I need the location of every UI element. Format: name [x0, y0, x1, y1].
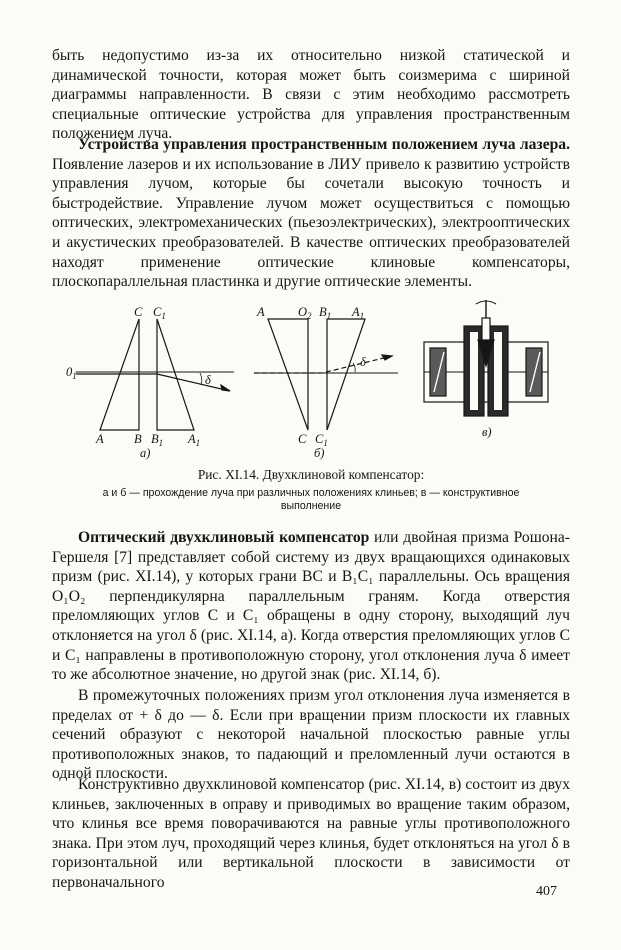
label-b: B — [134, 432, 142, 446]
prism-abc-b — [268, 319, 308, 430]
construction-assembly — [424, 300, 548, 416]
compensator-text: или двойная призма Рошона-Гершеля [7] представляет собой систему из двух вращающихся одинаковых призм (рис. XI.14), у которых грани BC и B₁C₁ параллельны. Ось вращения O₁O₂ перпендикулярна параллельным граням. Когда отверстия преломляющих углов C и C₁ обращены в одну сторону, выходящий луч отклоняется на угол δ (рис. XI.14, а). Когда отверстия преломляющих углов C и C₁ направлены в противоположную сторону, угол отклонения луча δ имеет то же абсолютное значение, но другой знак (рис. XI.14, б). — [52, 529, 570, 684]
beam-path-b — [254, 356, 392, 373]
beam-arrow-a — [221, 385, 230, 391]
page-number: 407 — [536, 884, 557, 899]
prism-a1b1c1 — [157, 319, 194, 430]
label-a1: $A_1$ — [188, 432, 201, 448]
paragraph-intermediate: В промежуточных положениях призм угол отклонения луча изменяется в пределах от + δ до — δ. Если при вращении призм плоскости их главных сечений образуют с некоторой начальной плоскостью равные углы противоположных знаков, то падающий и преломленный лучи остаются в одной плоскости. — [52, 687, 570, 783]
paragraph-beam-control — [52, 135, 570, 292]
paragraph-construction: Конструктивно двухклиновой компенсатор (рис. XI.14, в) состоит из двух клиньев, заключенных в оправу и приводимых во вращение таким образом, что клинья все время поворачиваются на равные углы противоположного знака. При этом луч, проходящий через клинья, будет отклоняться на угол δ в горизонтальной или вертикальной плоскости в зависимости от первоначального — [52, 776, 570, 891]
label-o2: $O_2$ — [298, 305, 312, 321]
label-b1-b: $B_1$ — [319, 305, 332, 321]
beam-arrow-b — [382, 355, 392, 360]
panel-label-b: б) — [314, 446, 325, 460]
delta-arc-b — [353, 363, 355, 372]
delta-arc-a — [200, 373, 202, 385]
panel-label-a: a) — [140, 446, 151, 460]
figure-xi-14 — [52, 296, 570, 460]
label-c1: $C_1$ — [153, 305, 166, 321]
section-heading: Устройства управления пространственным положением луча лазера. — [78, 136, 570, 153]
paragraph-intro: быть недопустимо из-за их относительно низкой статической и динамической точности, которая может быть соизмерима с шириной диаграммы направленности. В связи с этим необходимо рассмотреть специальные оптические устройства для управления пространственным положением луча. — [52, 47, 570, 143]
paragraph-compensator — [52, 528, 570, 685]
label-b1: $B_1$ — [151, 432, 164, 448]
label-a: A — [96, 432, 104, 446]
figure-caption: Рис. XI.14. Двухклиновой компенсатор: — [197, 467, 425, 482]
label-c: C — [134, 305, 143, 319]
label-a1-b: $A_1$ — [352, 305, 365, 321]
section-text: Появление лазеров и их использование в ЛИУ привело к развитию устройств управления лучом, которые бы сочетали высокую точность и быстродействие. Управление лучом может осуществиться с помощью оптических, электромеханических (пьезоэлектрических), электрооптических и акустических преобразователей. В качестве оптических преобразователей находят применение оптические клиновые компенсаторы, плоскопараллельная пластинка и другие оптические элементы. — [52, 155, 570, 291]
label-delta-a: δ — [205, 373, 211, 387]
label-c1-b: $C_1$ — [315, 432, 328, 448]
panel-label-v: в) — [482, 425, 492, 439]
label-a-b: A — [257, 305, 265, 319]
label-delta-b: δ — [360, 355, 366, 369]
figure-legend: а и б — прохождение луча при различных положениях клиньев; в — конструктивное выполнение — [102, 487, 520, 512]
figure-drawing — [52, 296, 570, 460]
label-o1: $0_1$ — [66, 365, 77, 381]
compensator-heading: Оптический двухклиновый компенсатор — [78, 529, 370, 546]
prism-a1b1c1-b — [327, 319, 365, 430]
label-c-b: C — [298, 432, 307, 446]
